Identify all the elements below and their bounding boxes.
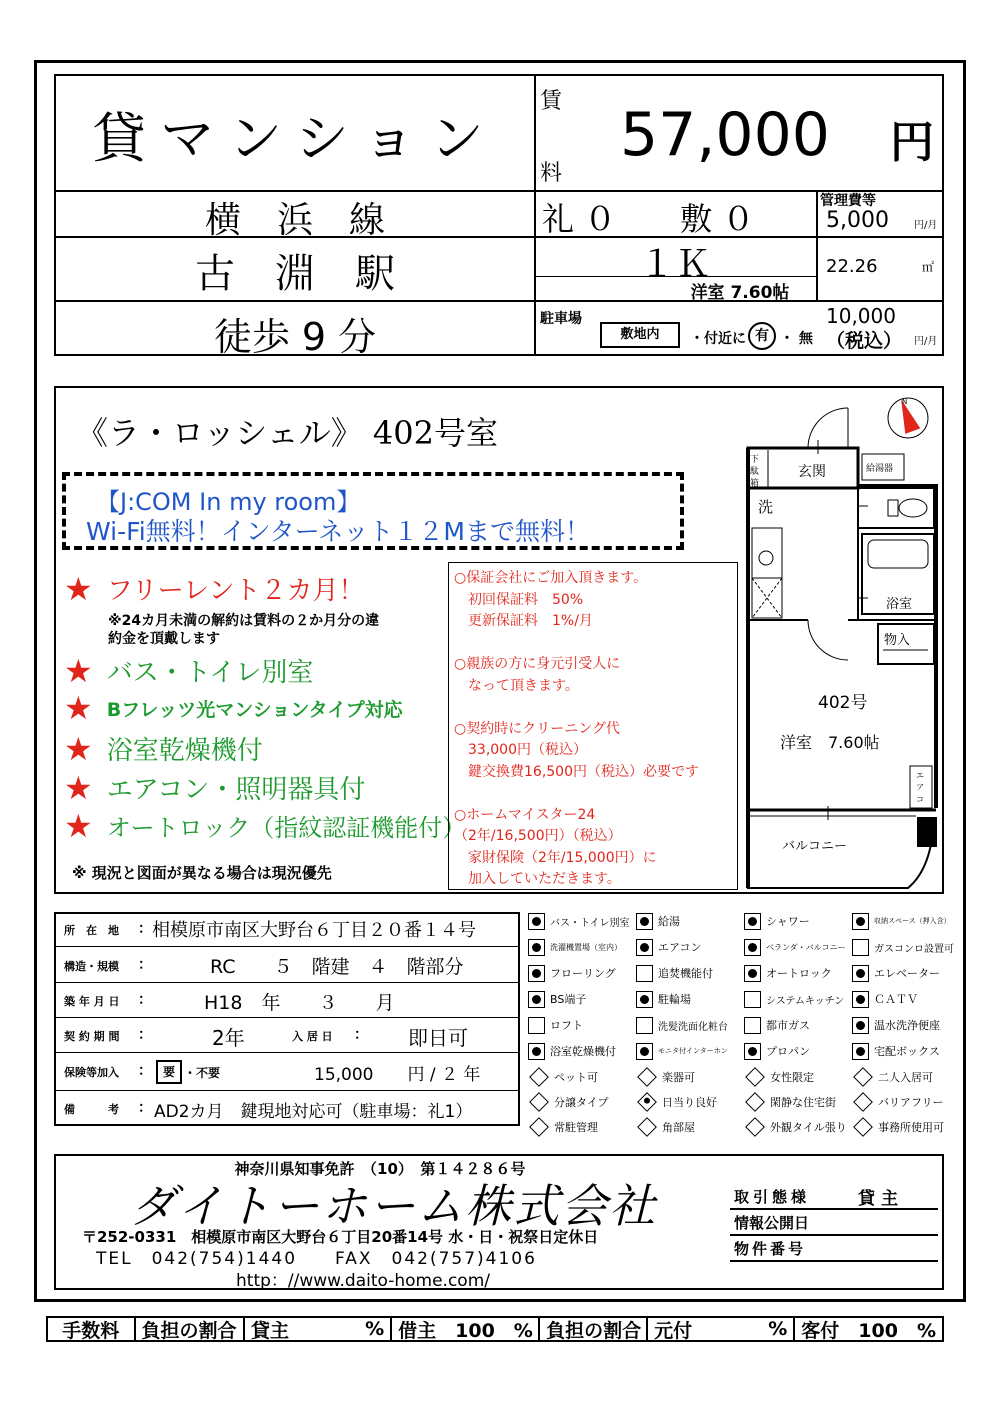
term-value: 2年 — [212, 1026, 245, 1050]
feature-item: ★ オートロック（指紋認証機能付） — [64, 806, 467, 845]
amenity-item: 都市ガス — [744, 1014, 810, 1036]
station-name: 古 淵 駅 — [195, 251, 395, 297]
rent-label-bottom: 料 — [540, 161, 563, 186]
address-label: 所 在 地 — [64, 924, 119, 937]
parking-no: ・ 無 — [780, 331, 813, 347]
checkbox-icon — [852, 1017, 869, 1034]
burden-label-2: 負担の割合 — [540, 1318, 648, 1340]
landlord-share: 貸主 % — [245, 1318, 392, 1340]
entrance-label: 玄関 — [798, 464, 826, 480]
amenity-item: エアコン — [636, 936, 701, 958]
free-rent-note-2: 約金を頂戴します — [108, 631, 220, 647]
star-icon: ★ — [64, 651, 93, 690]
amenity-item: オートロック — [744, 962, 832, 984]
amenity-item: 給湯 — [636, 910, 680, 932]
condition-item: 日当り良好 — [636, 1091, 717, 1113]
amenity-item: モニタ付インターホン — [636, 1040, 728, 1062]
svg-text:ア: ア — [916, 783, 924, 792]
checkbox-icon — [744, 965, 761, 982]
checkbox-icon — [528, 965, 545, 982]
insurance-not-required: ・不要 — [184, 1066, 221, 1080]
checkbox-icon — [744, 991, 761, 1008]
diamond-icon — [529, 1092, 549, 1112]
water-heater-label: 給湯器 — [866, 464, 894, 474]
amenity-item: システムキッチン — [744, 988, 844, 1010]
condition-item: 常駐管理 — [528, 1116, 598, 1138]
star-icon: ★ — [64, 806, 93, 845]
layout-type: １Ｋ — [638, 244, 711, 285]
burden-label: 負担の割合 — [136, 1318, 245, 1340]
page-title: 貸マンション — [92, 107, 498, 170]
built-label: 築 年 月 日 — [64, 995, 120, 1008]
jcom-banner — [62, 472, 684, 550]
license-text: 神奈川県知事免許 （10） 第１４２８６号 — [234, 1160, 526, 1178]
diamond-icon — [853, 1067, 873, 1087]
deal-value: 貸主 — [858, 1189, 904, 1209]
checkbox-icon — [852, 965, 869, 982]
amenity-item: ロフト — [528, 1014, 583, 1036]
checkbox-icon — [852, 913, 869, 930]
diamond-icon — [853, 1117, 873, 1137]
bath-label: 浴室 — [886, 597, 913, 612]
checkbox-icon — [744, 939, 761, 956]
storage-label: 物入 — [884, 633, 911, 648]
parking-onsite: 敷地内 — [600, 322, 680, 348]
amenity-item: 収納スペース（押入含） — [852, 910, 951, 932]
aircon-label: エ — [916, 771, 924, 780]
amenity-item: エレベーター — [852, 962, 940, 984]
area-unit: ㎡ — [922, 260, 935, 274]
wash-label: 洗 — [758, 498, 774, 516]
diamond-icon — [853, 1092, 873, 1112]
north-label: N — [902, 398, 908, 406]
insurance-fee: 15,000 円 / ２ 年 — [314, 1065, 481, 1085]
parking-unit: 円/月 — [914, 336, 938, 347]
feature-item: ★ 浴室乾燥機付 — [64, 729, 263, 768]
checkbox-icon — [852, 939, 869, 956]
checkbox-icon — [744, 1043, 761, 1060]
info-date-label: 情報公開日 — [734, 1214, 810, 1232]
feature-item: ★ Bフレッツ光マンションタイプ対応 — [64, 689, 403, 727]
feature-item: ★ エアコン・照明器具付 — [64, 768, 366, 807]
floor-plan — [738, 388, 942, 892]
company-phone: TEL 042(754)1440 FAX 042(757)4106 — [96, 1249, 537, 1269]
company-address: 〒252-0331 相模原市南区大野台６丁目20番14号 水・日・祝祭日定休日 — [82, 1228, 599, 1246]
condition-item: 分譲タイプ — [528, 1091, 608, 1113]
property-number-label: 物件番号 — [734, 1240, 807, 1258]
checkbox-icon — [852, 1043, 869, 1060]
term-label: 契 約 期 間 — [64, 1030, 120, 1043]
checkbox-icon — [636, 1043, 653, 1060]
amenity-item: フローリング — [528, 962, 616, 984]
rent-unit: 円 — [890, 117, 934, 168]
listing-agent-share: 元付 % — [648, 1318, 795, 1340]
notes-list: ○保証会社にご加入頂きます。 初回保証料 50% 更新保証料 1%/月 ○親族の方に身元引受人に なって頂きます。 ○契約時にクリーニング代 33,000円（税込） 鍵交換費16,500円（税込）必要です ○ホームマイスター24 （2年/16,500円）（税込） 家財保険（2年/15,000円）に 加入していただきます。 — [454, 570, 699, 887]
details-box — [54, 912, 520, 1126]
diamond-icon — [637, 1092, 657, 1112]
amenity-item: バス・トイレ別室 — [528, 910, 630, 932]
condition-item: 二人入居可 — [852, 1066, 933, 1088]
parking-label: 駐車場 — [540, 311, 582, 327]
rent-value: 57,000 — [620, 100, 830, 170]
diamond-icon — [745, 1092, 765, 1112]
jcom-line-1: 【J:COM In my room】 — [96, 488, 361, 516]
condition-item: 角部屋 — [636, 1116, 695, 1138]
condition-item: ペット可 — [528, 1066, 598, 1088]
amenity-item: 温水洗浄便座 — [852, 1014, 940, 1036]
condition-item: 楽器可 — [636, 1066, 695, 1088]
star-icon: ★ — [64, 569, 93, 608]
shoe-box-label: 下 — [750, 455, 760, 465]
amenity-item: 洗濯機置場（室内） — [528, 936, 622, 958]
disclaimer: ※ 現況と図面が異なる場合は現況優先 — [72, 864, 332, 882]
star-icon: ★ — [64, 729, 93, 768]
parking-nearby: ・付近に — [690, 331, 746, 347]
star-icon: ★ — [64, 689, 93, 727]
parking-yes: 有 — [748, 322, 776, 350]
star-icon: ★ — [64, 768, 93, 807]
property-name: 《ラ・ロッシェル》 402号室 — [76, 414, 498, 452]
amenity-item: 駐輪場 — [636, 988, 691, 1010]
key-money-deposit: 礼 ０ 敷 ０ — [542, 200, 755, 238]
svg-text:箱: 箱 — [750, 479, 760, 489]
checkbox-icon — [636, 1017, 653, 1034]
checkbox-icon — [744, 913, 761, 930]
checkbox-icon — [528, 1017, 545, 1034]
amenity-item: ガスコンロ設置可 — [852, 936, 954, 958]
room-number-label: 402号 — [818, 693, 868, 713]
remarks-value: AD2カ月 鍵現地対応可（駐車場：礼1） — [154, 1102, 473, 1122]
customer-agent-share: 客付 100 % — [801, 1319, 936, 1342]
area-value: 22.26 — [826, 256, 878, 277]
checkbox-icon — [528, 1043, 545, 1060]
svg-text:コ: コ — [916, 795, 924, 804]
diamond-icon — [637, 1117, 657, 1137]
balcony-label: バルコニー — [782, 839, 848, 854]
diamond-icon — [745, 1117, 765, 1137]
insurance-label: 保険等加入 — [64, 1066, 119, 1079]
move-in-label: 入 居 日 — [292, 1030, 333, 1043]
rent-label-top: 賃 — [540, 89, 563, 114]
diamond-icon — [529, 1067, 549, 1087]
free-rent-note-1: ※24カ月未満の解約は賃料の２か月分の違 — [108, 613, 380, 629]
checkbox-icon — [636, 991, 653, 1008]
fee-label: 手数料 — [48, 1318, 136, 1340]
train-line: 横 浜 線 — [204, 200, 385, 241]
diamond-icon — [745, 1067, 765, 1087]
condition-item: バリアフリー — [852, 1091, 944, 1113]
amenity-item: BS端子 — [528, 988, 586, 1010]
amenity-item: 追焚機能付 — [636, 962, 713, 984]
mgmt-fee-unit: 円/月 — [914, 220, 938, 231]
mgmt-fee-value: 5,000 — [826, 208, 889, 233]
amenity-item: プロパン — [744, 1040, 810, 1062]
parking-tax: （税込） — [826, 330, 903, 352]
deal-label: 取引態様 — [734, 1188, 811, 1206]
checkbox-icon — [636, 965, 653, 982]
condition-item: 女性限定 — [744, 1066, 814, 1088]
amenity-item: 宅配ボックス — [852, 1040, 940, 1062]
checkbox-icon — [528, 991, 545, 1008]
checkbox-icon — [744, 1017, 761, 1034]
company-url: http：//www.daito-home.com/ — [236, 1271, 490, 1291]
company-name: ダイトーホーム株式会社 — [130, 1179, 658, 1233]
parking-fee: 10,000 — [826, 304, 896, 328]
structure-label: 構造・規模 — [64, 960, 119, 973]
condition-item: 閑静な住宅街 — [744, 1091, 836, 1113]
structure-value: RC ５ 階建 ４ 階部分 — [210, 956, 464, 978]
room-detail: 洋室 7.60帖 — [690, 283, 790, 303]
checkbox-icon — [528, 939, 545, 956]
checkbox-icon — [636, 913, 653, 930]
svg-text:駄: 駄 — [750, 467, 760, 477]
jcom-line-2: Wi-Fi無料！インターネット１２Mまで無料！ — [86, 517, 590, 546]
fee-table — [46, 1316, 944, 1342]
mgmt-fee-label: 管理費等 — [820, 193, 876, 209]
amenity-item: ベランダ・バルコニー — [744, 936, 846, 958]
remarks-label: 備 考 — [64, 1103, 119, 1116]
condition-item: 外観タイル張り — [744, 1116, 847, 1138]
checkbox-icon — [852, 991, 869, 1008]
tenant-share: 借主 100 % — [392, 1318, 540, 1340]
move-in-value: 即日可 — [408, 1026, 468, 1050]
diamond-icon — [637, 1067, 657, 1087]
walk-time: 徒歩 9 分 — [213, 315, 377, 359]
checkbox-icon — [528, 913, 545, 930]
amenity-item: ＣＡＴＶ — [852, 988, 918, 1010]
built-value: H18 年 ３ 月 — [204, 992, 395, 1014]
address-value: 相模原市南区大野台６丁目２０番１４号 — [152, 920, 476, 941]
feature-item: ★ フリーレント２カ月！ — [64, 569, 365, 608]
amenity-item: 洗髪洗面化粧台 — [636, 1014, 728, 1036]
amenity-item: 浴室乾燥機付 — [528, 1040, 616, 1062]
condition-item: 事務所使用可 — [852, 1116, 944, 1138]
diamond-icon — [529, 1117, 549, 1137]
checkbox-icon — [636, 939, 653, 956]
insurance-required: 要 — [156, 1060, 182, 1084]
room-label: 洋室 7.60帖 — [780, 733, 880, 752]
amenity-item: シャワー — [744, 910, 810, 932]
feature-item: ★ バス・トイレ別室 — [64, 651, 314, 690]
